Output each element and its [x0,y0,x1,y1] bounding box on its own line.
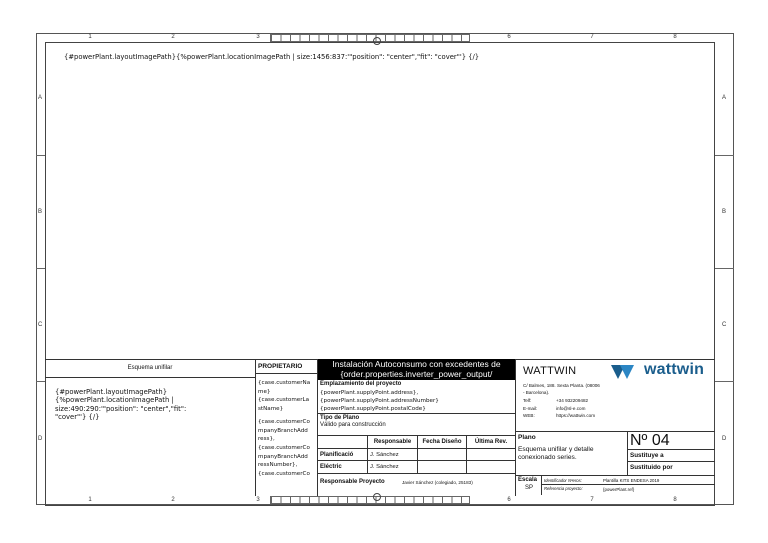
row-planning-label: Planificació [320,452,354,458]
company-panel [516,359,715,431]
plano-panel [516,432,715,496]
owner-line: {case.customerNa [258,380,311,386]
tick-left-1 [36,155,45,156]
row-letter-right-b: B [722,209,727,215]
plano-replaces: Sustituye a [630,452,664,459]
col-num-bottom-2: 2 [171,497,175,503]
col-num-bottom-8: 8 [673,497,677,503]
scale-vline [541,475,542,495]
plano-description: Esquema unifilar y detalle conexionado series. [518,446,594,461]
schema-panel [45,359,255,496]
col-num-top-8: 8 [673,34,677,40]
plano-number: Nº 04 [630,432,670,449]
tick-right-3 [715,381,734,382]
wattwin-logo [611,362,641,387]
plan-type-label: Tipo de Plano [320,415,360,421]
project-title-box [318,359,515,380]
project-location-label: Emplazamiento del proyecto [320,381,402,387]
row-letter-left-d: D [38,436,43,442]
reference-value: {powerPlant.ref} [603,487,635,492]
plano-hline-3 [516,475,715,476]
row-electric-label: Eléctric [320,464,342,470]
table-header-last-rev: Última Rev. [474,439,508,445]
center-mark-top [373,37,381,45]
wattwin-logo-icon [611,362,641,382]
plano-hline-1 [627,449,715,450]
reference-label: Referencia proyecto: [544,486,583,491]
scale-value: SP [525,485,534,491]
company-contacts [523,397,595,420]
address-line: C/ Balmes, 188. Sexta Planta. (08006 [523,383,600,388]
project-divider-1 [318,413,515,414]
location-line: {powerPlant.supplyPoint.addressNumber} [320,398,439,404]
owner-line: ress}, [258,436,275,443]
scale-label: Escala [518,477,538,483]
location-line: {powerPlant.supplyPoint.address}, [320,390,419,396]
contact-email: E-mail: info@sl-e.com [523,405,586,411]
project-lead-label: Responsable Proyecto [320,479,385,485]
schema-panel-title: Esquema unifilar [127,365,173,371]
row-planning-responsible: J. Sánchez [370,452,399,458]
owner-lines [258,379,318,479]
owner-line: {case.customerCo [258,418,310,425]
owner-panel [256,359,317,496]
col-num-top-7: 7 [590,34,594,40]
row-letter-right-c: C [722,322,727,328]
table-hline-2 [318,460,515,461]
tick-left-3 [36,381,45,382]
plano-label: Plano [518,434,536,441]
project-panel [318,359,515,496]
schema-panel-divider [45,377,255,378]
col-num-top-6: 6 [507,34,511,40]
row-letter-left-c: C [38,322,43,328]
owner-line: ressNumber}, [258,462,298,469]
company-logo-text: wattwin [644,361,705,378]
table-header-design-date: Fecha Diseño [422,439,462,445]
identifier-label: Identificador Nºeros: [544,478,582,483]
owner-line: {case.customerCo [258,444,310,451]
row-electric-responsible: J. Sánchez [370,464,399,470]
col-num-top-2: 2 [171,34,175,40]
plano-vline [627,432,628,476]
contact-web: WEB: https://wattwin.com [523,413,596,418]
row-letter-right-a: A [722,95,727,101]
owner-line: me} [258,388,271,395]
col-num-top-1: 1 [88,34,92,40]
project-title-line2: {order.properties.inverter_power_output/ [340,369,493,379]
company-name: WATTWIN [523,365,577,377]
owner-divider [256,373,317,374]
owner-line: {case.customerLa [258,397,310,404]
plan-type-value: Válido para construcción [320,422,386,428]
top-ruler [270,34,470,42]
row-letter-right-d: D [722,436,727,442]
owner-line: mpanyBranchAdd [258,427,308,434]
tick-left-2 [36,268,45,269]
tick-right-1 [715,155,734,156]
project-title-line1: Instalación Autoconsumo con excedentes de [332,359,501,369]
table-header-responsible: Responsable [373,439,412,445]
location-line: {powerPlant.supplyPoint.postalCode} [320,406,426,412]
plano-replaced-by: Sustituido por [630,464,673,471]
row-letter-left-a: A [38,95,43,101]
col-num-bottom-7: 7 [590,497,594,503]
plano-hline-4 [541,484,715,485]
col-num-bottom-3: 3 [256,497,260,503]
contact-phone: Telf: +34 932209482 [523,398,589,403]
project-lead-value: Javier Sánchez (colegiado, 25183) [402,480,473,485]
row-letter-left-b: B [38,209,43,215]
table-hline-3 [318,473,515,474]
col-num-bottom-6: 6 [507,497,511,503]
owner-header: PROPIETARIO [258,363,303,370]
project-location-lines [320,389,515,412]
bottom-ruler [270,496,470,504]
plano-hline-2 [627,461,715,462]
col-num-top-3: 3 [256,34,260,40]
tick-right-2 [715,268,734,269]
col-num-bottom-1: 1 [88,497,92,503]
owner-line: stName} [258,406,284,413]
identifier-value: Plantilla KITS ENDESA 2019 [603,478,660,483]
schema-image-template: {#powerPlant.layoutImagePath} {%powerPlant.locationImagePath | size:490:290:'"position": "center","fit": "cover"'} {/} [55,388,187,422]
table-hline-1 [318,448,515,449]
main-image-template: {#powerPlant.layoutImagePath}{%powerPlant.locationImagePath | size:1456:837:'"position": "center","fit": "cover"'} {/} [64,53,480,61]
company-address [523,382,600,396]
owner-line: {case.customerCo [258,471,310,478]
address-line: - Barcelona). [523,390,550,395]
owner-line: mpanyBranchAdd [258,453,308,460]
